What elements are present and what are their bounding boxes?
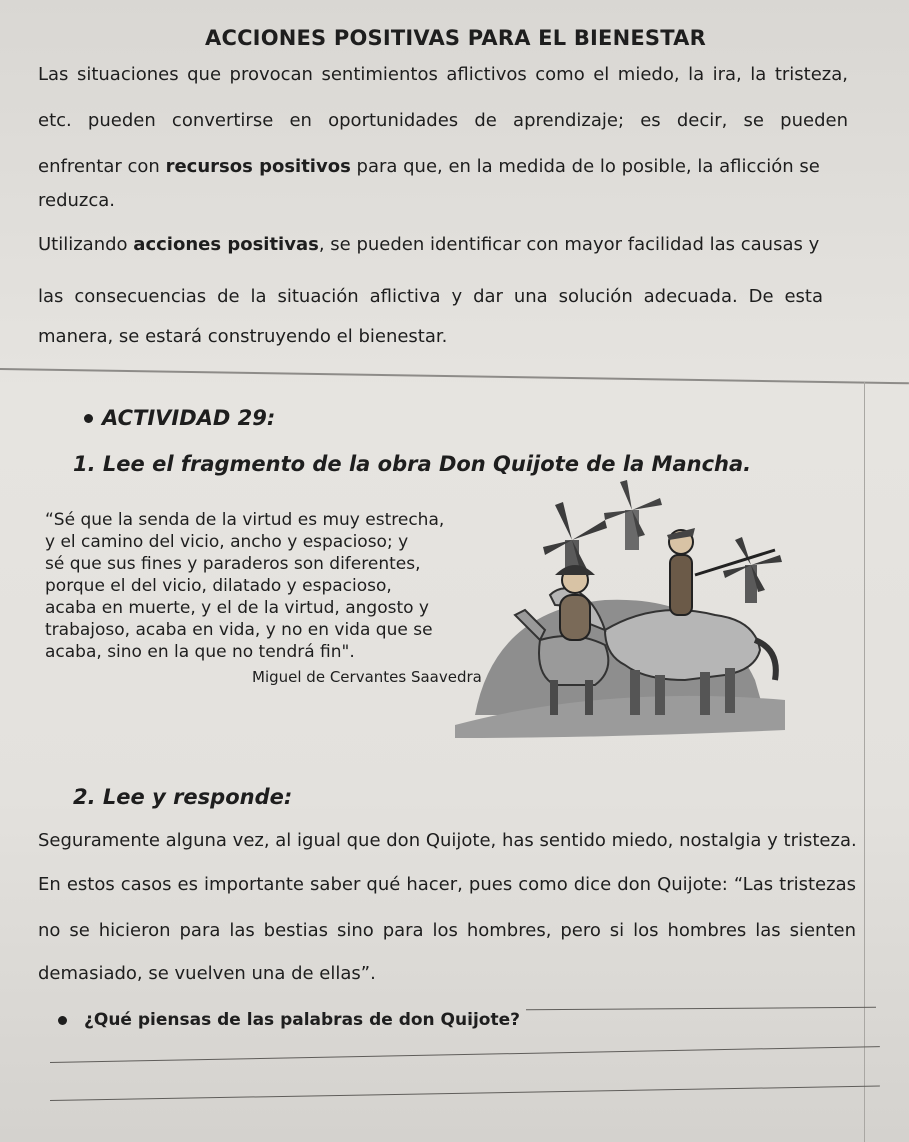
quote-line: porque el del vicio, dilatado y espacioso, (45, 576, 392, 596)
reading-line (38, 830, 856, 851)
windmill-icon (723, 537, 782, 603)
section-divider (0, 368, 909, 384)
sancho-panza-rider-icon (555, 565, 595, 640)
text: En estos casos es importante saber qué hacer, pues como dice don Quijote: “Las tristezas (38, 874, 856, 895)
quote-line: acaba en muerte, y el de la virtud, angosto y (45, 598, 429, 618)
frame-right-border (864, 382, 865, 1142)
text: Las situaciones que provocan sentimientos aflictivos como el miedo, la ira, la tristeza, (38, 64, 848, 85)
intro-p2-line2 (38, 286, 823, 307)
answer-line[interactable] (50, 1086, 880, 1101)
reading-line (38, 874, 856, 895)
quote-line: “Sé que la senda de la virtud es muy estrecha, (45, 510, 445, 530)
text: etc. pueden convertirse en oportunidades de aprendizaje; es decir, se pueden (38, 110, 848, 131)
windmill-icon (604, 480, 662, 550)
activity-label: ACTIVIDAD 29: (102, 406, 276, 430)
quote-line: y el camino del vicio, ancho y espacioso; y (45, 532, 409, 552)
reading-line: demasiado, se vuelven una de ellas”. (38, 963, 376, 984)
text: enfrentar con (38, 156, 166, 177)
quote-author: Miguel de Cervantes Saavedra (252, 668, 482, 686)
intro-p1-line4: reduzca. (38, 190, 116, 211)
text: para que, en la medida de lo posible, la aflicción se (350, 156, 820, 177)
answer-line[interactable] (526, 1007, 876, 1010)
text: las consecuencias de la situación aflictiva y dar una solución adecuada. De esta (38, 286, 823, 307)
quote-line: acaba, sino en la que no tendrá fin". (45, 642, 355, 662)
answer-line[interactable] (50, 1046, 880, 1063)
text: , se pueden identificar con mayor facilidad las causas y (318, 234, 820, 255)
text: Utilizando (38, 234, 134, 255)
bullet (84, 414, 93, 423)
bold-text: recursos positivos (165, 156, 351, 177)
step-1-heading: 1. Lee el fragmento de la obra Don Quijote de la Mancha. (73, 452, 752, 476)
bullet (58, 1016, 67, 1025)
bold-text: acciones positivas (133, 234, 319, 255)
step-2-heading: 2. Lee y responde: (73, 785, 293, 809)
don-quijote-illustration (455, 480, 790, 740)
reading-line (38, 920, 856, 941)
page-title: ACCIONES POSITIVAS PARA EL BIENESTAR (205, 26, 706, 50)
intro-p1-line1 (38, 64, 848, 85)
quote-line: trabajoso, acaba en vida, y no en vida que se (45, 620, 433, 640)
text: Seguramente alguna vez, al igual que don Quijote, has sentido miedo, nostalgia y tristeza. (38, 830, 857, 851)
question-text: ¿Qué piensas de las palabras de don Quijote? (84, 1010, 520, 1030)
don-quijote-rider-icon (667, 528, 775, 615)
intro-p2-line1 (38, 234, 819, 255)
intro-p1-line3 (38, 156, 820, 177)
text: no se hicieron para las bestias sino para los hombres, pero si los hombres las sienten (38, 920, 856, 941)
intro-p1-line2 (38, 110, 848, 131)
intro-p2-line3: manera, se estará construyendo el bienestar. (38, 326, 448, 347)
quote-line: sé que sus fines y paraderos son diferentes, (45, 554, 421, 574)
